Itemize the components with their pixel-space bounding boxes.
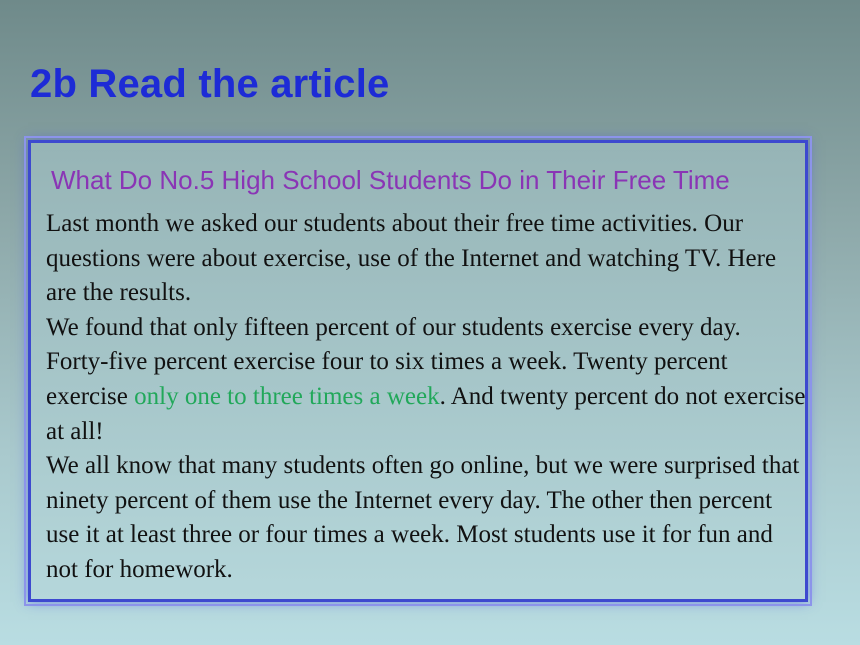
exercise-text-start: We found that only fifteen percent of our students exercise every day. Forty-five percent exercise four to six times a week. Twenty percent exercise bbox=[46, 313, 741, 410]
article-body bbox=[46, 207, 806, 588]
exercise-text-end: . And twenty percent do not exercise at all! bbox=[46, 382, 806, 445]
article-heading: What Do No.5 High School Students Do in Their Free Time bbox=[51, 165, 730, 195]
article-box bbox=[28, 140, 808, 602]
article-paragraph-results-intro: Last month we asked our students about their free time activities. Our questions were about exercise, use of the Internet and watching TV. Here are the results. bbox=[46, 210, 777, 307]
article-paragraph-internet: We all know that many students often go online, but we were surprised that ninety percent of them use the Internet every day. The other then percent use it at least three or four times a week. Most students use it for fun and not for homework. bbox=[46, 452, 800, 583]
highlighted-phrase: only one to three times a week bbox=[134, 382, 440, 410]
slide-title: 2b Read the article bbox=[30, 62, 390, 106]
article-paragraph-exercise bbox=[46, 311, 806, 449]
